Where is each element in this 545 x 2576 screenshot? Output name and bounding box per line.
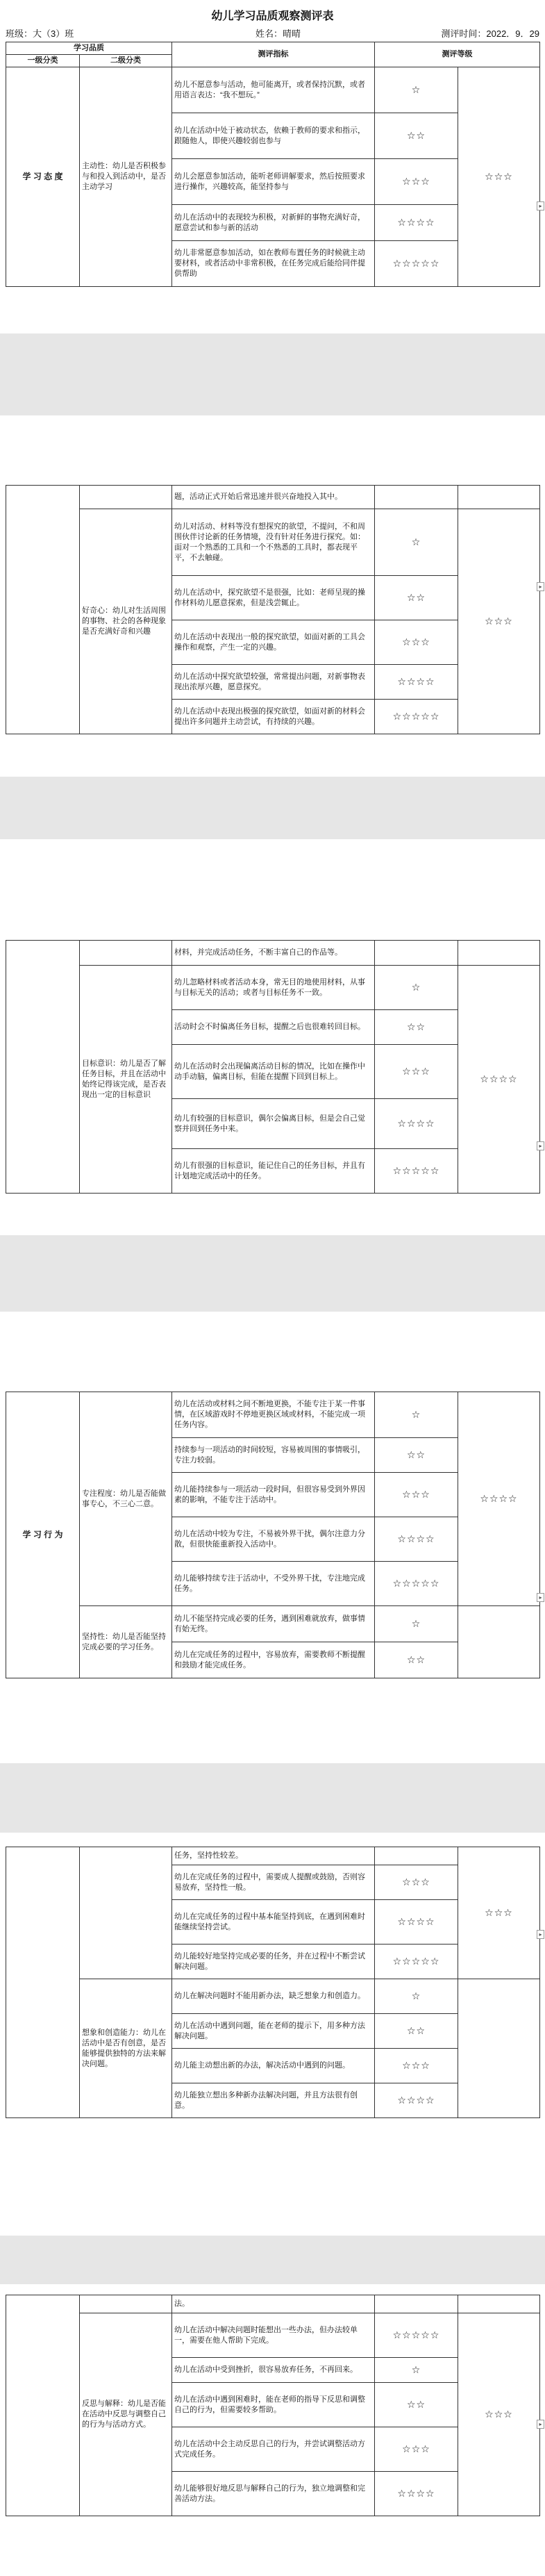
header-indicator: 测评指标 xyxy=(172,42,375,67)
indicator: 幼儿有很强的目标意识，能记住自己的任务目标，并且有计划地完成活动中的任务。 xyxy=(172,1149,375,1194)
rating-persist: ☆☆☆ xyxy=(458,1847,540,1979)
indicator: 幼儿会愿意参加活动，能听老师讲解要求，然后按照要求进行操作，兴趣较高，能坚持参与 xyxy=(172,159,375,205)
scroll-arrow-icon[interactable]: ▸ xyxy=(537,1593,544,1602)
document-title: 幼儿学习品质观察测评表 xyxy=(211,10,334,22)
header-level2: 二级分类 xyxy=(80,55,172,67)
document-page-2 xyxy=(0,415,545,777)
sub-initiative: 主动性：幼儿是否积极参与和投入到活动中，是否主动学习 xyxy=(80,67,172,287)
star-level-1: ☆ xyxy=(375,1606,458,1642)
date-label: 测评时间：2022．9．29 xyxy=(441,28,539,39)
indicator: 幼儿有较强的目标意识，偶尔会偏离目标，但是会自己觉察并回到任务中来。 xyxy=(172,1099,375,1149)
star-level-4: ☆☆☆☆ xyxy=(375,2083,458,2118)
sub-persist: 坚持性：幼儿是否能坚持完成必要的学习任务。 xyxy=(80,1606,172,1678)
sub-focus: 专注程度：幼儿是否能做事专心，不三心二意。 xyxy=(80,1392,172,1606)
star-level-3: ☆☆☆ xyxy=(375,2049,458,2083)
indicator: 幼儿在解决问题时不能用新办法，缺乏想象力和创造力。 xyxy=(172,1979,375,2014)
star-level-4: ☆☆☆☆ xyxy=(375,1900,458,1945)
star-level-1: ☆ xyxy=(375,966,458,1010)
scroll-arrow-icon[interactable]: ▸ xyxy=(537,582,544,591)
star-level-1: ☆ xyxy=(375,1392,458,1438)
category-behavior: 学 习 行 为 xyxy=(6,1392,80,1678)
document-page-1 xyxy=(0,0,545,333)
indicator: 幼儿能持续参与一项活动一段时间，但很容易受到外界因素的影响，不能专注于活动中。 xyxy=(172,1473,375,1517)
header-rating: 测评等级 xyxy=(375,42,540,67)
indicator: 幼儿对活动、材料等没有想探究的欲望，不提问，不和周围伙伴讨论新的任务情境，没有针对任务进行探究。如：面对一个熟悉的工具和一个不熟悉的工具时，都表现平平，不去触碰。 xyxy=(172,509,375,576)
star-level-2: ☆☆ xyxy=(375,1010,458,1045)
indicator: 幼儿在活动中遇到问题，能在老师的提示下，用多种方法解决问题。 xyxy=(172,2014,375,2049)
indicator: 幼儿在活动中探究欲望较强，常常提出问题，对新事物表现出浓厚兴趣，愿意探究。 xyxy=(172,665,375,700)
star-level-2: ☆☆ xyxy=(375,576,458,620)
evaluation-table-page-2 xyxy=(6,485,540,734)
evaluation-table-page-4 xyxy=(6,1392,540,1678)
indicator: 持续参与一项活动的时间较短，容易被周围的事情吸引，专注力较弱。 xyxy=(172,1438,375,1473)
rating-goal: ☆☆☆☆ xyxy=(458,966,540,1194)
star-level-5: ☆☆☆☆☆ xyxy=(375,700,458,734)
document-meta xyxy=(6,26,539,40)
star-level-5: ☆☆☆☆☆ xyxy=(375,1562,458,1606)
indicator: 幼儿在活动中会主动反思自己的行为，并尝试调整活动方式完成任务。 xyxy=(172,2427,375,2472)
category-attitude: 学 习 态 度 xyxy=(6,67,80,287)
indicator: 幼儿在活动时会出现偏离活动目标的情况，比如在操作中动手动脑，偏离目标，但能在提醒下回到目标上。 xyxy=(172,1045,375,1099)
evaluation-table-page-1 xyxy=(6,42,540,287)
indicator: 幼儿在完成任务的过程中基本能坚持到底，在遇到困难时能继续坚持尝试。 xyxy=(172,1900,375,1945)
star-level-2: ☆☆ xyxy=(375,2014,458,2049)
indicator: 幼儿能独立想出多种新办法解决问题，并且方法很有创意。 xyxy=(172,2083,375,2118)
sub-curiosity: 好奇心：幼儿对生活周围的事物、社会的各种现象是否充满好奇和兴趣 xyxy=(80,509,172,734)
sub-goal: 目标意识：幼儿是否了解任务目标，并且在活动中始终记得该完成，是否表现出一定的目标意识 xyxy=(80,966,172,1194)
star-level-4: ☆☆☆☆ xyxy=(375,1099,458,1149)
indicator: 幼儿在活动中处于被动状态，依赖于教师的要求和指示，跟随他人，即使兴趣较弱也参与 xyxy=(172,113,375,159)
star-level-1: ☆ xyxy=(375,67,458,113)
document-page-3 xyxy=(0,839,545,1235)
star-level-2: ☆☆ xyxy=(375,113,458,159)
star-level-3: ☆☆☆ xyxy=(375,159,458,205)
star-level-1: ☆ xyxy=(375,2358,458,2383)
indicator: 幼儿能够持续专注于活动中，不受外界干扰，专注地完成任务。 xyxy=(172,1562,375,1606)
evaluation-table-page-6 xyxy=(6,2295,540,2516)
class-label: 班级：大（3）班 xyxy=(6,28,74,39)
star-level-3: ☆☆☆ xyxy=(375,620,458,665)
indicator: 幼儿非常愿意参加活动，如在教师布置任务的时候就主动要材料，或者活动中非常积极，在任务完成后能给同伴提供帮助 xyxy=(172,241,375,287)
rating-initiative: ☆☆☆ xyxy=(458,67,540,287)
header-quality: 学习品质 xyxy=(6,42,172,55)
indicator: 幼儿能够很好地反思与解释自己的行为，独立地调整和完善活动方法。 xyxy=(172,2472,375,2516)
scroll-arrow-icon[interactable]: ▸ xyxy=(537,1930,544,1939)
indicator: 幼儿在活动或材料之间不断地更换，不能专注于某一件事情，在区域游戏时不停地更换区域或材料，不能完成一项任务内容。 xyxy=(172,1392,375,1438)
document-page-5 xyxy=(0,1833,545,2236)
indicator: 法。 xyxy=(172,2295,375,2313)
indicator: 幼儿忽略材料或者活动本身，常无目的地使用材料，从事与目标无关的活动；或者与目标任务不一致。 xyxy=(172,966,375,1010)
rating-curiosity: ☆☆☆ xyxy=(458,509,540,734)
evaluation-table-page-5 xyxy=(6,1847,540,2118)
document-page-6 xyxy=(0,2284,545,2576)
star-level-3: ☆☆☆ xyxy=(375,2427,458,2472)
star-level-3: ☆☆☆ xyxy=(375,1473,458,1517)
indicator: 幼儿在活动中表现出极强的探究欲望，如面对新的材料会提出许多问题并主动尝试，有持续的兴趣。 xyxy=(172,700,375,734)
star-level-5: ☆☆☆☆☆ xyxy=(375,241,458,287)
sub-imagine: 想象和创造能力：幼儿在活动中是否有创意，是否能够提供独特的方法来解决问题。 xyxy=(80,1979,172,2118)
indicator: 幼儿在活动中的表现较为积极，对新鲜的事物充满好奇，愿意尝试和参与新的活动 xyxy=(172,205,375,241)
scroll-arrow-icon[interactable]: ▸ xyxy=(537,201,544,210)
indicator: 幼儿在活动中解决问题时能想出一些办法，但办法较单一，需要在他人帮助下完成。 xyxy=(172,2313,375,2358)
indicator: 幼儿在活动中受到挫折，很容易放弃任务，不再回来。 xyxy=(172,2358,375,2383)
sub-reflect: 反思与解释：幼儿是否能在活动中反思与调整自己的行为与活动方式。 xyxy=(80,2313,172,2516)
indicator: 幼儿在活动中较为专注，不易被外界干扰，偶尔注意力分散，但很快能重新投入活动中。 xyxy=(172,1517,375,1562)
header-level1: 一级分类 xyxy=(6,55,80,67)
star-level-4: ☆☆☆☆ xyxy=(375,665,458,700)
rating-focus: ☆☆☆☆ xyxy=(458,1392,540,1606)
star-level-5: ☆☆☆☆☆ xyxy=(375,2313,458,2358)
star-level-2: ☆☆ xyxy=(375,1438,458,1473)
indicator: 幼儿在活动中遇到困难时，能在老师的指导下反思和调整自己的行为，但需要较多帮助。 xyxy=(172,2383,375,2427)
name-label: 姓名：晴晴 xyxy=(255,28,301,39)
indicator: 幼儿能主动想出新的办法，解决活动中遇到的问题。 xyxy=(172,2049,375,2083)
star-level-1: ☆ xyxy=(375,1979,458,2014)
evaluation-table-page-3 xyxy=(6,940,540,1194)
indicator: 幼儿在完成任务的过程中，需要成人提醒或鼓励，否则容易放弃，坚持性一般。 xyxy=(172,1865,375,1900)
star-level-5: ☆☆☆☆☆ xyxy=(375,1149,458,1194)
star-level-5: ☆☆☆☆☆ xyxy=(375,1945,458,1979)
indicator: 幼儿在完成任务的过程中，容易放弃，需要教师不断提醒和鼓励才能完成任务。 xyxy=(172,1642,375,1678)
star-level-4: ☆☆☆☆ xyxy=(375,2472,458,2516)
indicator: 幼儿在活动中表现出一般的探究欲望，如面对新的工具会操作和观察，产生一定的兴趣。 xyxy=(172,620,375,665)
scroll-arrow-icon[interactable]: ▸ xyxy=(537,2420,544,2429)
star-level-2: ☆☆ xyxy=(375,1642,458,1678)
indicator: 题，活动正式开始后常迅速并很兴奋地投入其中。 xyxy=(172,486,375,509)
indicator: 材料，并完成活动任务，不断丰富自己的作品等。 xyxy=(172,941,375,966)
star-level-3: ☆☆☆ xyxy=(375,1045,458,1099)
star-level-4: ☆☆☆☆ xyxy=(375,1517,458,1562)
indicator: 幼儿在活动中，探究欲望不是很强，比如：老师呈现的操作材料幼儿愿意探索，但是浅尝辄止。 xyxy=(172,576,375,620)
star-level-4: ☆☆☆☆ xyxy=(375,205,458,241)
star-level-3: ☆☆☆ xyxy=(375,1865,458,1900)
indicator: 任务，坚持性较差。 xyxy=(172,1847,375,1865)
document-page-4 xyxy=(0,1312,545,1763)
star-level-1: ☆ xyxy=(375,509,458,576)
indicator: 幼儿不愿意参与活动，他可能离开，或者保持沉默，或者用语言表达：“我不想玩。” xyxy=(172,67,375,113)
indicator: 活动时会不时偏离任务目标，提醒之后也很难转回目标。 xyxy=(172,1010,375,1045)
scroll-arrow-icon[interactable]: ▸ xyxy=(537,1141,544,1150)
indicator: 幼儿不能坚持完成必要的任务，遇到困难就放弃，做事情有始无终。 xyxy=(172,1606,375,1642)
star-level-2: ☆☆ xyxy=(375,2383,458,2427)
rating-reflect: ☆☆☆ xyxy=(458,2313,540,2516)
indicator: 幼儿能较好地坚持完成必要的任务，并在过程中不断尝试解决问题。 xyxy=(172,1945,375,1979)
